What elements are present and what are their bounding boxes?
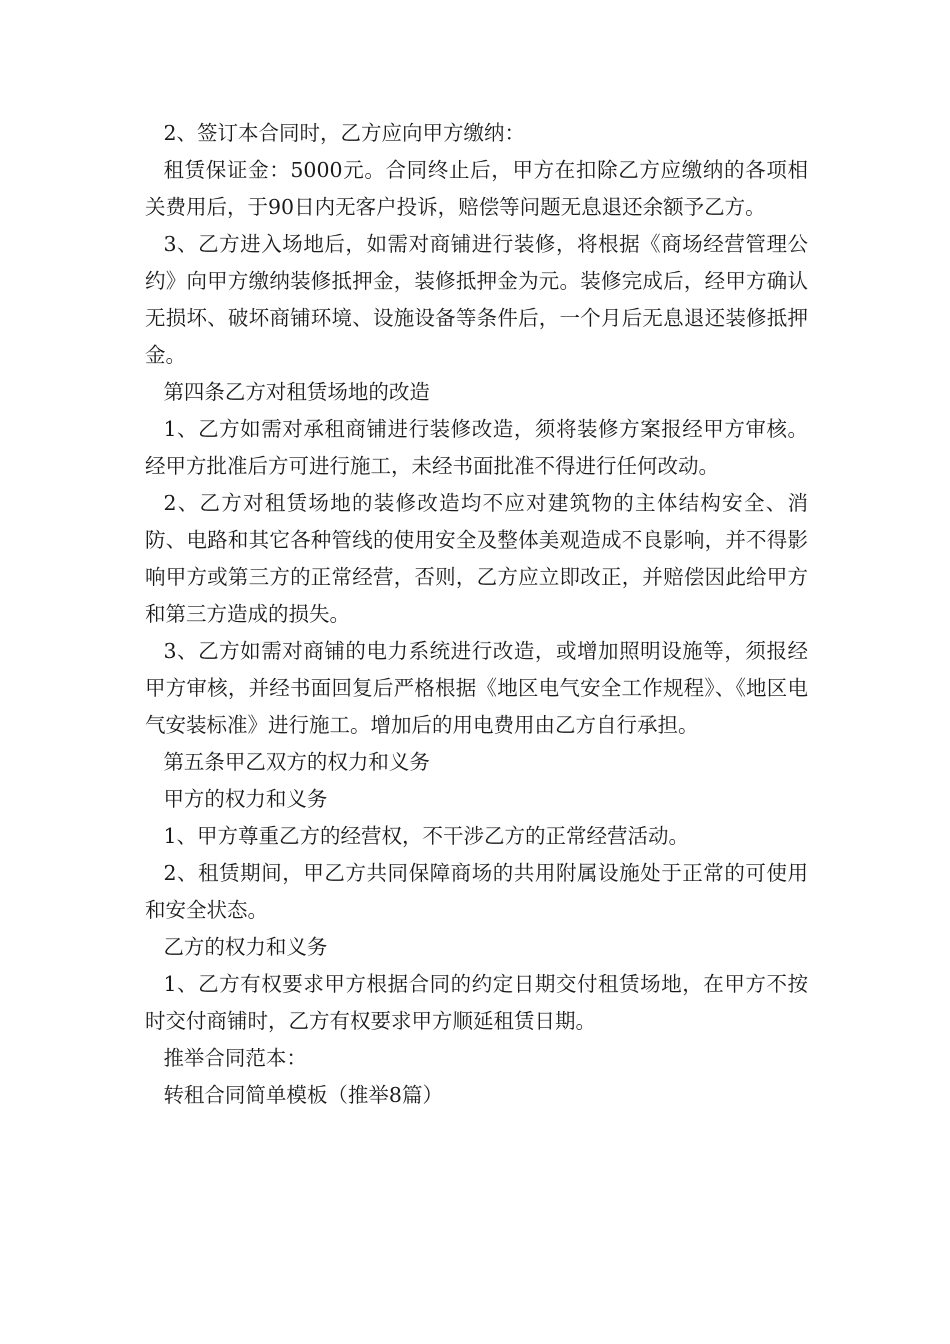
paragraph-recommended-templates: 推举合同范本： xyxy=(163,1046,307,1070)
paragraph-party-b-right-1: 1、乙方有权要求甲方根据合同的约定日期交付租赁场地，在甲方不按时交付商铺时，乙方有权要求甲方顺延租赁日期。 xyxy=(145,972,808,1033)
paragraph-renovation-approval: 1、乙方如需对承租商铺进行装修改造，须将装修方案报经甲方审核。经甲方批准后方可进行施工，未经书面批准不得进行任何改动。 xyxy=(145,417,808,478)
paragraph-renovation-safety: 2、乙方对租赁场地的装修改造均不应对建筑物的主体结构安全、消防、电路和其它各种管线的使用安全及整体美观造成不良影响，并不得影响甲方或第三方的正常经营，否则，乙方应立即改正，并赔偿因此给甲方和第三方造成的损失。 xyxy=(145,491,808,626)
paragraph-party-a-right-2: 2、租赁期间，甲乙方共同保障商场的共用附属设施处于正常的可使用和安全状态。 xyxy=(145,861,808,922)
paragraph-deposit-clause: 2、签订本合同时，乙方应向甲方缴纳： xyxy=(163,121,525,145)
paragraph-renovation-deposit: 3、乙方进入场地后，如需对商铺进行装修，将根据《商场经营管理公约》向甲方缴纳装修抵押金，装修抵押金为元。装修完成后，经甲方确认无损坏、破坏商铺环境、设施设备等条件后，一个月后无息退还装修抵押金。 xyxy=(145,232,808,367)
paragraph-security-deposit: 租赁保证金：5000元。合同终止后，甲方在扣除乙方应缴纳的各项相关费用后，于90日内无客户投诉，赔偿等问题无息退还余额予乙方。 xyxy=(145,158,808,219)
paragraph-electrical-renovation: 3、乙方如需对商铺的电力系统进行改造，或增加照明设施等，须报经甲方审核，并经书面回复后严格根据《地区电气安全工作规程》、《地区电气安装标准》进行施工。增加后的用电费用由乙方自行承担。 xyxy=(145,639,808,737)
subheading-party-a-rights: 甲方的权力和义务 xyxy=(163,787,328,811)
heading-article-4: 第四条乙方对租赁场地的改造 xyxy=(163,380,430,404)
document-body xyxy=(145,115,808,1114)
subheading-party-b-rights: 乙方的权力和义务 xyxy=(163,935,328,959)
paragraph-party-a-right-1: 1、甲方尊重乙方的经营权，不干涉乙方的正常经营活动。 xyxy=(163,824,689,848)
paragraph-template-title: 转租合同简单模板（推举8篇） xyxy=(163,1083,443,1107)
heading-article-5: 第五条甲乙双方的权力和义务 xyxy=(163,750,430,774)
